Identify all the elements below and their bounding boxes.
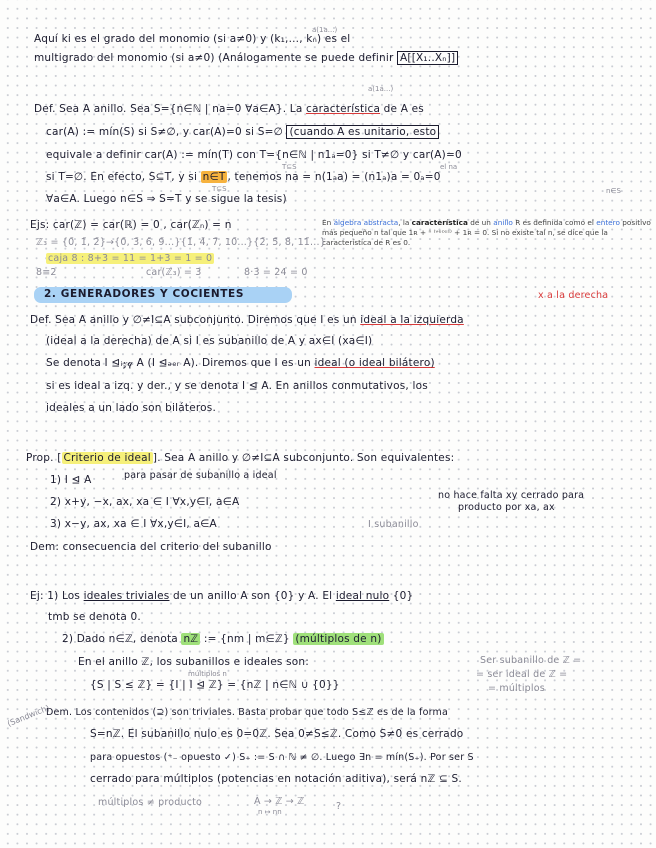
definition-line: equivale a definir car(A) := mín(T) con T={n∈ℕ | n1ₐ=0} si T≠∅ y car(A)=0 [46,149,462,161]
side-note: = ser ideal de ℤ = [476,669,568,680]
proposition-note: no hace falta xy cerrado para [438,490,585,501]
margin-annotation: T⊆S [212,185,227,193]
proposition-note: I subanillo [368,519,419,530]
proof-line: Dem: consecuencia del criterio del subanillo [30,541,272,553]
text-line: multigrado del monomio (si a≠0) (Análogamente se puede definir A[[X₁..Xₙ]] [34,52,458,65]
definition-line: (ideal a la derecha) de A si I es subanillo de A y ax∈I (xa∈I) [46,335,373,347]
example-line: tmb se denota 0. [48,611,141,623]
proposition-item: 3) x−y, ax, xa ∈ I ∀x,y∈I, a∈A [50,518,217,530]
bottom-note: n ↦ nn [258,808,282,816]
bottom-note: A → ℤ → ℤ [254,796,305,807]
definition-line: car(A) := mín(S) si S≠∅, y car(A)=0 si S=∅ (cuando A es unitario, esto [46,126,439,139]
definition-line: Def. Sea A anillo. Sea S={n∈ℕ | na=0 ∀a∈A}. La característica de A es [34,103,424,115]
text-line: Aquí ki es el grado del monomio (si a≠0) y (k₁,..., kₙ) es el [34,33,351,45]
example-line: {S | S ≤ ℤ} = {I | I ⊴ ℤ} = {nℤ | n∈ℕ ∪ {0}} [90,679,340,691]
example-note: ℤ₃ = {0̄, 1̄, 2̄}→{0̄, 3̄, 6̄, 9̄...}{1̄, 4̄, 7̄, 10̄...}{2̄, 5̄, 8̄, 11̄...} [36,237,326,248]
definition-line: ∀a∈A. Luego n∈S ⇒ S=T y se sigue la tesis) [46,193,287,205]
proposition-note: para pasar de subanillo a ideal [124,470,277,481]
definition-line: ideales a un lado son biláteros. [46,402,216,414]
margin-annotation: múltiplos n [188,670,227,678]
margin-annotation: a(1a...) [312,26,338,34]
section-title: 2. GENERADORES Y COCIENTES [44,288,244,300]
bottom-note: ? [336,801,342,812]
example-line: Ejs: car(ℤ) = car(ℝ) = 0 , car(ℤₙ) = n [30,219,232,231]
example-line: Ej: 1) Los ideales triviales de un anillo A son {0} y A. El ideal nulo {0} [30,590,414,602]
wikipedia-excerpt: En álgebra abstracta, la característica de un anillo R es definida como el entero positivo más pequeño n tal que 1ʀ + ⁿ ⁽ᵛᵉᶜᵉˢ⁾ + 1ʀ = 0. Si no existe tal n, se dice que la característica de R es 0. [322,218,651,247]
proof-line: S=nℤ. El subanillo nulo es 0=0ℤ. Sea 0≠S≤ℤ. Como S≠0 es cerrado [90,728,464,740]
proposition-line: Prop. [ Criterio de ideal ]. Sea A anillo y ∅≠I⊆A subconjunto. Son equivalentes: [26,452,455,464]
definition-line: si T=∅. En efecto, S⊆T, y si n∈T , tenemos na = n(1ₐa) = (n1ₐ)a = 0ₐ=0 [46,171,441,183]
proof-line: Dem. Los contenidos (⊇) son triviales. Basta probar que todo S≤ℤ es de la forma [46,707,449,718]
margin-annotation: el na [440,163,458,171]
example-line: 2) Dado n∈ℤ, denota nℤ := {nm | m∈ℤ} (múltiplos de n) [62,633,382,645]
proposition-item: 2) x+y, −x, ax, xa ∈ I ∀x,y∈I, a∈A [50,496,240,508]
margin-annotation: a(1a...) [368,85,394,93]
proposition-item: 1) I ⊴ A [50,474,92,486]
definition-line: Se denota I ⊴ᵢ𝓏𝓆 A (I ⊴ₔₑᵣ A). Diremos que I es un ideal (o ideal bilátero) [46,357,435,369]
definition-line: si es ideal a izq. y der., y se denota I ⊴ A. En anillos conmutativos, los [46,380,428,392]
definition-line: Def. Sea A anillo y ∅≠I⊆A subconjunto. Diremos que I es un ideal a la izquierda [30,314,464,326]
bottom-note: múltiplos ≠ producto [98,797,203,808]
red-annotation: x a la derecha [538,290,609,301]
example-line: En el anillo ℤ, los subanillos e ideales son: [78,656,309,668]
example-note: caja 8 : 8+3 = 11 = 1+3 = 1 = 0 [48,253,213,264]
margin-annotation: T⊆S [282,163,297,171]
side-note: = múltiplos [488,683,545,694]
example-note: car(ℤ₃) = 3 [146,267,202,278]
example-note: 8·3 = 24 = 0 [244,267,308,278]
proof-line: cerrado para múltiplos (potencias en notación aditiva), será nℤ ⊆ S. [90,773,462,785]
proof-line: para opuestos (⁺₋ opuesto ✓) S₊ := S ∩ ℕ ≠ ∅. Luego ∃n = mín(S₊). Por ser S [90,752,474,763]
proposition-note: producto por xa, ax [458,502,555,513]
example-note: 8≡2 [36,267,57,278]
margin-note: (Sandwich) [6,703,51,729]
margin-annotation: n∈S [606,187,621,195]
side-note: Ser subanillo de ℤ = [480,655,582,666]
